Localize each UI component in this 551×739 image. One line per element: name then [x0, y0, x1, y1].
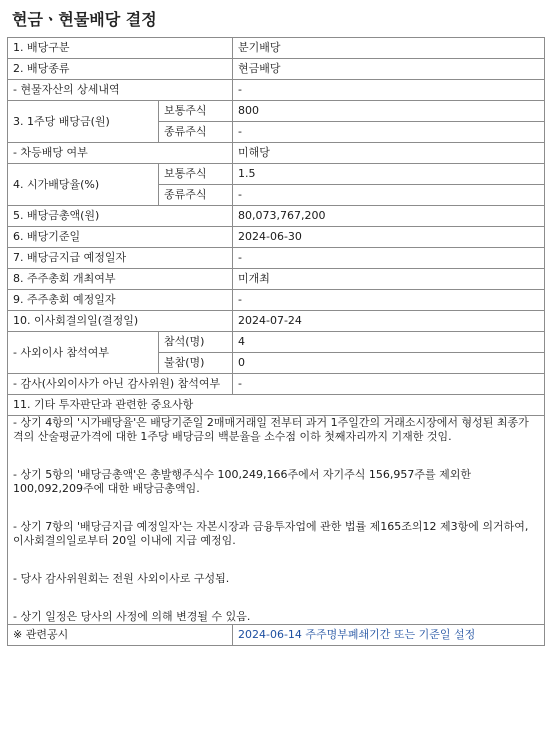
shareholders-meeting-held-label: 8. 주주총회 개최여부	[8, 269, 233, 290]
table-row	[8, 59, 545, 80]
board-resolution-date-label: 10. 이사회결의일(결정일)	[8, 311, 233, 332]
note-audit-committee: - 당사 감사위원회는 전원 사외이사로 구성됨.	[13, 572, 230, 585]
in-kind-asset-detail-label: - 현물자산의 상세내역	[8, 80, 233, 101]
dividend-disclosure-table	[7, 37, 545, 646]
shareholders-meeting-held-value: 미개최	[233, 269, 545, 290]
other-matters-label: 11. 기타 투자판단과 관련한 중요사항	[8, 395, 545, 416]
table-row	[8, 625, 545, 646]
related-disclosure-cell	[233, 625, 545, 646]
common-stock-label: 보통주식	[159, 164, 233, 185]
dividend-per-share-preferred-value: -	[233, 122, 545, 143]
note-dividend-yield: - 상기 4항의 '시가배당율'은 배당기준일 2매매거래일 전부터 과거 1주일간의 거래소시장에서 형성된 최종가격의 산술평균가격에 대한 1주당 배당금의 백분율을 소수점 이하 첫째자리까지 기재한 것임.	[13, 416, 529, 443]
auditor-attendance-label: - 감사(사외이사가 아닌 감사위원) 참석여부	[8, 374, 233, 395]
table-row	[8, 80, 545, 101]
dividend-type-value: 분기배당	[233, 38, 545, 59]
table-row	[8, 164, 545, 185]
table-row	[8, 227, 545, 248]
table-row	[8, 101, 545, 122]
record-date-label: 6. 배당기준일	[8, 227, 233, 248]
board-resolution-date-value: 2024-07-24	[233, 311, 545, 332]
dividend-kind-label: 2. 배당종류	[8, 59, 233, 80]
total-dividend-value: 80,073,767,200	[233, 206, 545, 227]
absent-value: 0	[233, 353, 545, 374]
common-stock-label: 보통주식	[159, 101, 233, 122]
dividend-yield-common-value: 1.5	[233, 164, 545, 185]
page-title: 현금ㆍ현물배당 결정	[12, 10, 157, 29]
differential-dividend-label: - 차등배당 여부	[8, 143, 233, 164]
table-row	[8, 206, 545, 227]
table-row	[8, 290, 545, 311]
differential-dividend-value: 미해당	[233, 143, 545, 164]
preferred-stock-label: 종류주식	[159, 122, 233, 143]
shareholders-meeting-date-label: 9. 주주총회 예정일자	[8, 290, 233, 311]
dividend-per-share-label: 3. 1주당 배당금(원)	[8, 101, 159, 143]
dividend-per-share-common-value: 800	[233, 101, 545, 122]
outside-director-attendance-label: - 사외이사 참석여부	[8, 332, 159, 374]
table-row	[8, 38, 545, 59]
absent-label: 불참(명)	[159, 353, 233, 374]
note-total-dividend: - 상기 5항의 '배당금총액'은 총발행주식수 100,249,166주에서 자기주식 156,957주를 제외한 100,092,209주에 대한 배당금총액임.	[13, 468, 471, 495]
related-disclosure-link[interactable]: 2024-06-14 주주명부폐쇄기간 또는 기준일 설정	[238, 628, 476, 641]
attended-label: 참석(명)	[159, 332, 233, 353]
dividend-yield-preferred-value: -	[233, 185, 545, 206]
table-row	[8, 374, 545, 395]
table-row	[8, 416, 545, 625]
note-payment-date: - 상기 7항의 '배당금지급 예정일자'는 자본시장과 금융투자업에 관한 법률 제165조의12 제3항에 의거하여, 이사회결의일로부터 20일 이내에 지급 예정임.	[13, 520, 529, 547]
payment-date-value: -	[233, 248, 545, 269]
market-dividend-yield-label: 4. 시가배당율(%)	[8, 164, 159, 206]
preferred-stock-label: 종류주식	[159, 185, 233, 206]
record-date-value: 2024-06-30	[233, 227, 545, 248]
dividend-kind-value: 현금배당	[233, 59, 545, 80]
attended-value: 4	[233, 332, 545, 353]
payment-date-label: 7. 배당금지급 예정일자	[8, 248, 233, 269]
table-row	[8, 143, 545, 164]
table-row	[8, 269, 545, 290]
auditor-attendance-value: -	[233, 374, 545, 395]
total-dividend-label: 5. 배당금총액(원)	[8, 206, 233, 227]
table-row	[8, 332, 545, 353]
table-row	[8, 248, 545, 269]
shareholders-meeting-date-value: -	[233, 290, 545, 311]
note-schedule-change: - 상기 일정은 당사의 사정에 의해 변경될 수 있음.	[13, 610, 251, 623]
table-row	[8, 311, 545, 332]
table-row	[8, 395, 545, 416]
in-kind-asset-detail-value: -	[233, 80, 545, 101]
dividend-type-label: 1. 배당구분	[8, 38, 233, 59]
other-matters-notes	[8, 416, 545, 625]
related-disclosure-label: ※ 관련공시	[8, 625, 233, 646]
